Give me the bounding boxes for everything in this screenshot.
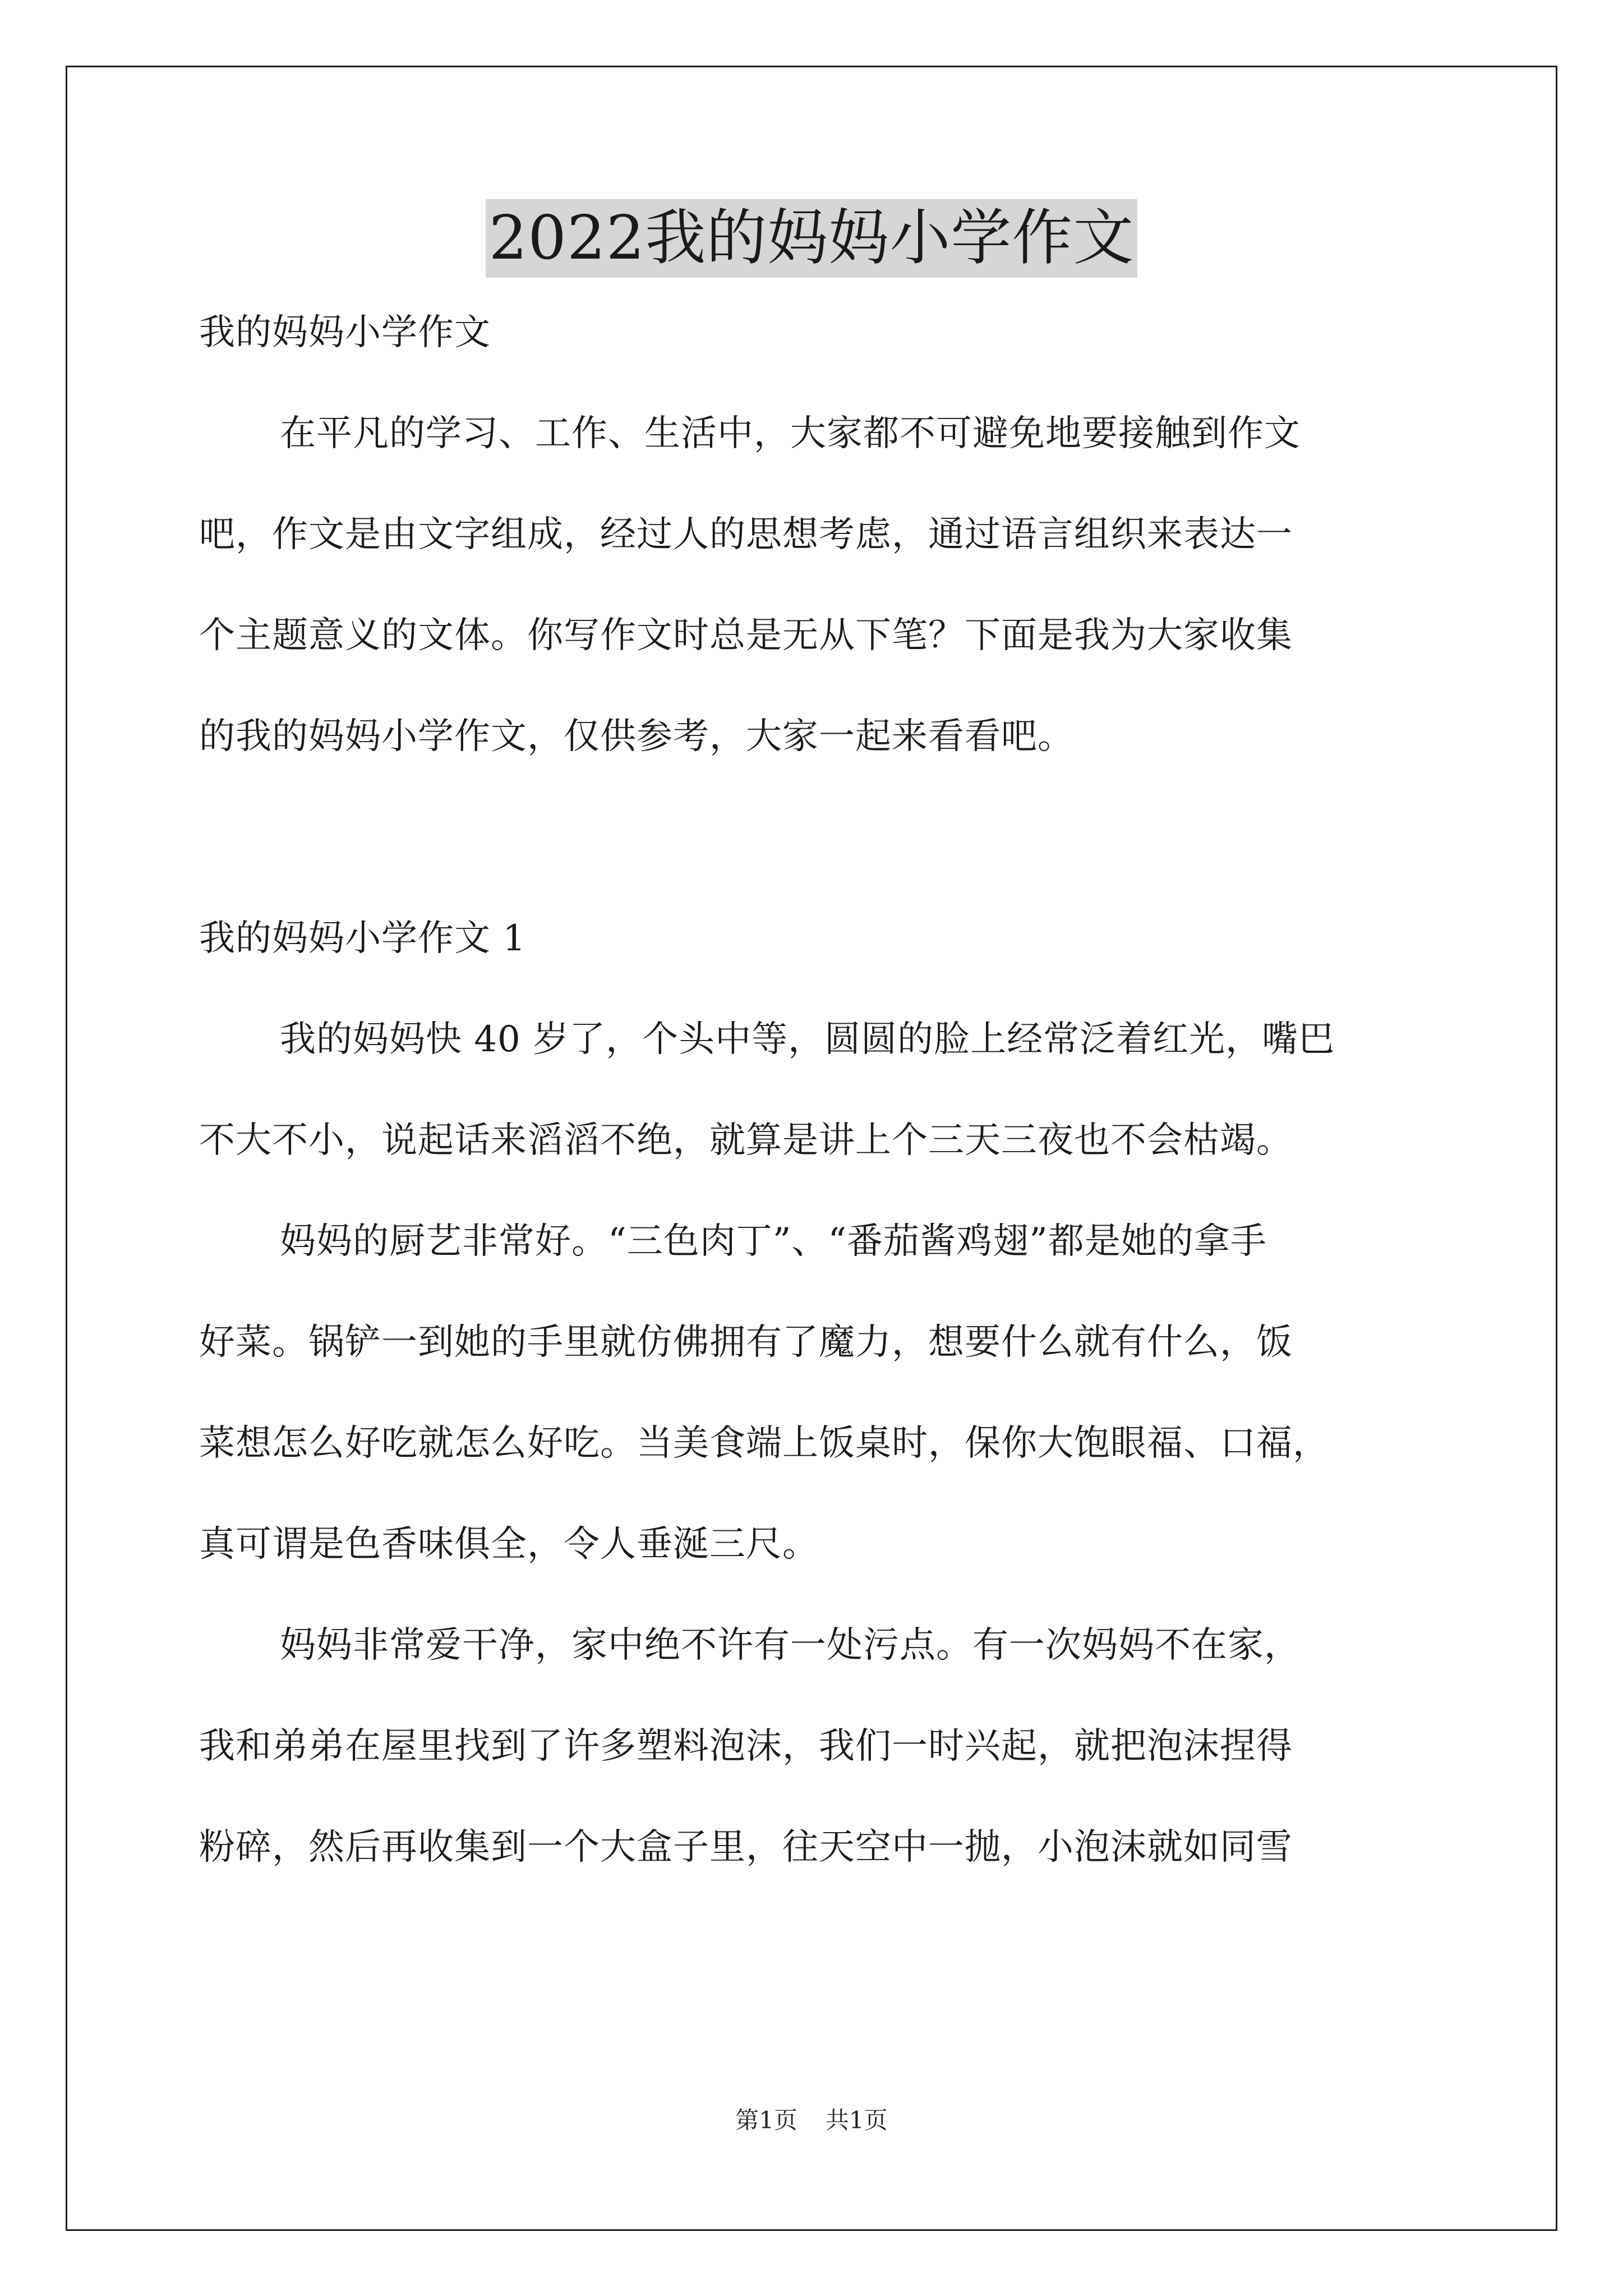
paragraph-line: 我和弟弟在屋里找到了许多塑料泡沫，我们一时兴起，就把泡沫捏得 [199, 1726, 1293, 1767]
document-title: 2022我的妈妈小学作文 [486, 199, 1138, 278]
paragraph-line: 好菜。锅铲一到她的手里就仿佛拥有了魔力，想要什么就有什么，饭 [199, 1322, 1293, 1363]
paragraph-line: 妈妈非常爱干净，家中绝不许有一处污点。有一次妈妈不在家， [280, 1625, 1301, 1666]
paragraph-line: 个主题意义的文体。你写作文时总是无从下笔？下面是我为大家收集 [199, 615, 1293, 656]
subtitle-line: 我的妈妈小学作文 [199, 312, 491, 353]
paragraph-line: 我的妈妈快 40 岁了，个头中等，圆圆的脸上经常泛着红光，嘴巴 [280, 1019, 1335, 1060]
paragraph-line: 不大不小，说起话来滔滔不绝，就算是讲上个三天三夜也不会枯竭。 [199, 1120, 1293, 1161]
paragraph-line: 吧，作文是由文字组成，经过人的思想考虑，通过语言组织来表达一 [199, 514, 1293, 555]
paragraph-line: 菜想怎么好吃就怎么好吃。当美食端上饭桌时，保你大饱眼福、口福， [199, 1423, 1329, 1464]
page-total: 共1页 [826, 2106, 888, 2134]
paragraph-line: 粉碎，然后再收集到一个大盒子里，往天空中一抛，小泡沫就如同雪 [199, 1826, 1293, 1868]
page-footer [0, 2106, 1623, 2134]
title-container [0, 199, 1623, 278]
paragraph-line: 妈妈的厨艺非常好。“三色肉丁”、“番茄酱鸡翅”都是她的拿手 [280, 1221, 1267, 1262]
paragraph-line: 在平凡的学习、工作、生活中，大家都不可避免地要接触到作文 [280, 413, 1301, 454]
paragraph-line: 的我的妈妈小学作文，仅供参考，大家一起来看看吧。 [199, 716, 1074, 757]
page-number: 第1页 [735, 2106, 797, 2134]
paragraph-line: 真可谓是色香味俱全，令人垂涎三尺。 [199, 1524, 819, 1565]
section-heading: 我的妈妈小学作文 1 [199, 918, 527, 959]
